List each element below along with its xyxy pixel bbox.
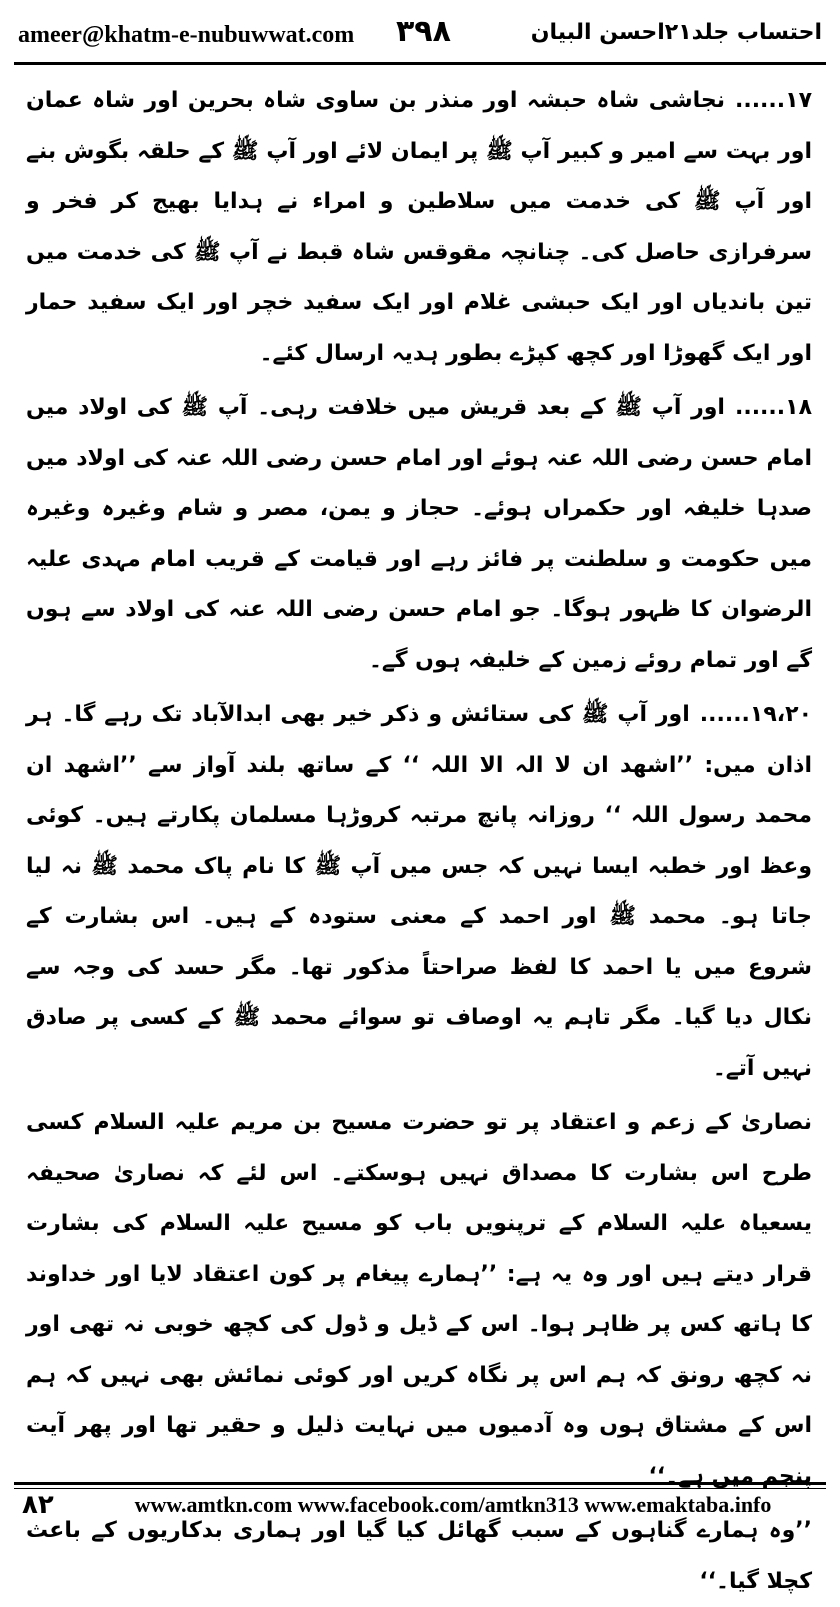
footer-folio: ۸۲ (22, 1490, 54, 1520)
paragraph-number: ۱۷...... (734, 88, 812, 113)
footer-rule-thin (14, 1488, 826, 1489)
paragraph-text: اور آپ ﷺ کی ستائش و ذکر خیر بھی ابدالآباد تک رہے گا۔ ہر اذان میں: ’’اشھد ان لا الہ الا اللہ ‘‘ کے ساتھ بلند آواز سے ’’اشھد ان محمد رسول اللہ ‘‘ روزانہ پانچ مرتبہ کروڑہا مسلمان پکارتے ہیں۔ کوئی وعظ اور خطبہ ایسا نہیں کہ جس میں آپ ﷺ کا نام پاک محمد ﷺ نہ لیا جاتا ہو۔ محمد ﷺ اور احمد کے معنی ستودہ کے ہیں۔ اس بشارت کے شروع میں یا احمد کا لفظ صراحتاً مذکور تھا۔ مگر حسد کی وجہ سے نکال دیا گیا۔ مگر تاہم یہ اوصاف تو سوائے محمد ﷺ کے کسی پر صادق نہیں آتے۔ (26, 702, 812, 1081)
paragraph-number: ۱۸...... (734, 395, 812, 420)
page-number: ۳۹۸ (396, 14, 451, 49)
paragraph-19-20 (26, 690, 812, 1094)
book-title: احتساب جلد۲۱احسن البیان (530, 20, 822, 45)
paragraph-text: نجاشی شاہ حبشہ اور منذر بن ساوی شاہ بحرین اور شاہ عمان اور بہت سے امیر و کبیر آپ ﷺ پر ایمان لائے اور آپ ﷺ کے حلقہ بگوش بنے اور آپ ﷺ کی خدمت میں سلاطین و امراء نے ہدایا بھیج کر فخر و سرفرازی حاصل کی۔ چنانچہ مقوقس شاہ قبط نے آپ ﷺ کی خدمت میں تین باندیاں اور ایک حبشی غلام اور ایک سفید خچر اور ایک سفید حمار اور ایک گھوڑا اور کچھ کپڑے بطور ہدیہ ارسال کئے۔ (26, 88, 812, 366)
paragraph-text: ’’وہ ہمارے گناہوں کے سبب گھائل کیا گیا اور ہماری بدکاریوں کے باعث کچلا گیا۔‘‘ (26, 1518, 812, 1594)
paragraph-text: نصاریٰ کے زعم و اعتقاد پر تو حضرت مسیح بن مریم علیہ السلام کسی طرح اس بشارت کا مصداق نہیں ہوسکتے۔ اس لئے کہ نصاریٰ صحیفہ یسعیاہ علیہ السلام کے ترپنویں باب کو مسیح علیہ السلام کی بشارت قرار دیتے ہیں اور وہ یہ ہے: ’’ہمارے پیغام پر کون اعتقاد لایا اور خداوند کا ہاتھ کس پر ظاہر ہوا۔ اس کے ڈیل و ڈول کی کچھ خوبی نہ تھی اور نہ کچھ رونق کہ ہم اس پر نگاہ کریں اور کوئی نمائش بھی نہیں کہ ہم اس کے مشتاق ہوں وہ آدمیوں میں نہایت ذلیل و حقیر تھا اور پھر آیت پنجم میں ہے۔‘‘ (26, 1110, 813, 1489)
header-email: ameer@khatm-e-nubuwwat.com (18, 22, 355, 48)
paragraph-18 (26, 383, 812, 686)
footer-rule (14, 1482, 826, 1485)
footer-urls: www.amtkn.com www.facebook.com/amtkn313 www.emaktaba.info (134, 1492, 772, 1517)
paragraph-number: ۱۹،۲۰...... (699, 702, 812, 727)
header-divider (14, 62, 826, 65)
paragraph-17 (26, 76, 812, 379)
paragraph-text: اور آپ ﷺ کے بعد قریش میں خلافت رہی۔ آپ ﷺ کی اولاد میں امام حسن رضی اللہ عنہ ہوئے اور امام حسن رضی اللہ عنہ کی اولاد میں صدہا خلیفہ اور حکمراں ہوئے۔ حجاز و یمن، مصر و شام وغیرہ وغیرہ میں حکومت و سلطنت پر فائز رہے اور قیامت کے قریب امام مہدی علیہ الرضوان کا ظہور ہوگا۔ جو امام حسن رضی اللہ عنہ کی اولاد سے ہوں گے اور تمام روئے زمین کے خلیفہ ہوں گے۔ (26, 395, 812, 673)
page-footer (14, 1482, 826, 1526)
paragraph-nasara (26, 1098, 812, 1502)
page-header (18, 14, 822, 56)
